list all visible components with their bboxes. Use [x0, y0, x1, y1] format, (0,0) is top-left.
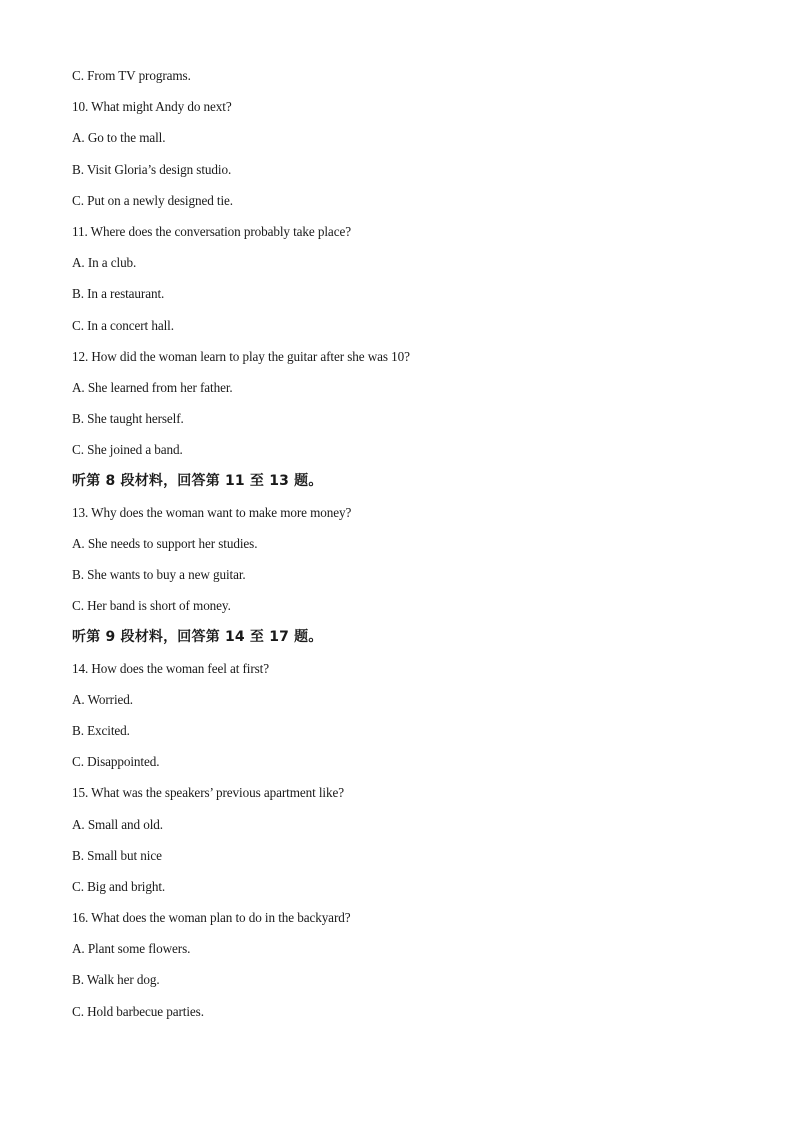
option-line: C. Disappointed. — [72, 754, 160, 770]
option-line: C. Big and bright. — [72, 878, 166, 894]
option-line: B. She taught herself. — [72, 411, 184, 427]
option-line: A. Small and old. — [72, 816, 163, 832]
option-line: B. She wants to buy a new guitar. — [72, 567, 246, 582]
option-line: C. In a concert hall. — [72, 317, 174, 333]
option-line: B. In a restaurant. — [72, 286, 165, 302]
option-line: C. Her band is short of money. — [72, 598, 231, 614]
option-line: B. Small but nice — [72, 847, 162, 863]
question-line: 10. What might Andy do next? — [72, 99, 232, 115]
question-line: 14. How does the woman feel at first? — [72, 660, 269, 676]
option-line: A. She needs to support her studies. — [72, 535, 258, 551]
question-line: 11. Where does the conversation probably take place? — [72, 223, 351, 239]
option-line: C. Put on a newly designed tie. — [72, 192, 233, 208]
option-line: A. In a club. — [72, 255, 137, 271]
option-line: A. Plant some flowers. — [72, 941, 191, 957]
option-line: B. Walk her dog. — [72, 972, 160, 988]
section-heading: 听第 9 段材料，回答第 14 至 17 题。 — [72, 629, 323, 646]
question-line: 13. Why does the woman want to make more money? — [72, 504, 352, 520]
question-line: 16. What does the woman plan to do in the backyard? — [72, 910, 351, 926]
option-line: A. Go to the mall. — [72, 130, 166, 146]
question-line: 15. What was the speakers’ previous apartment like? — [72, 785, 344, 801]
option-line: A. Worried. — [72, 691, 133, 707]
document-page — [72, 65, 722, 1032]
option-line: C. Hold barbecue parties. — [72, 1003, 204, 1019]
option-line: C. She joined a band. — [72, 442, 183, 458]
section-heading: 听第 8 段材料，回答第 11 至 13 题。 — [72, 473, 323, 490]
option-line: C. From TV programs. — [72, 68, 191, 83]
option-line: B. Excited. — [72, 722, 130, 738]
question-line: 12. How did the woman learn to play the guitar after she was 10? — [72, 348, 410, 364]
option-line: B. Visit Gloria’s design studio. — [72, 161, 232, 177]
option-line: A. She learned from her father. — [72, 379, 233, 395]
